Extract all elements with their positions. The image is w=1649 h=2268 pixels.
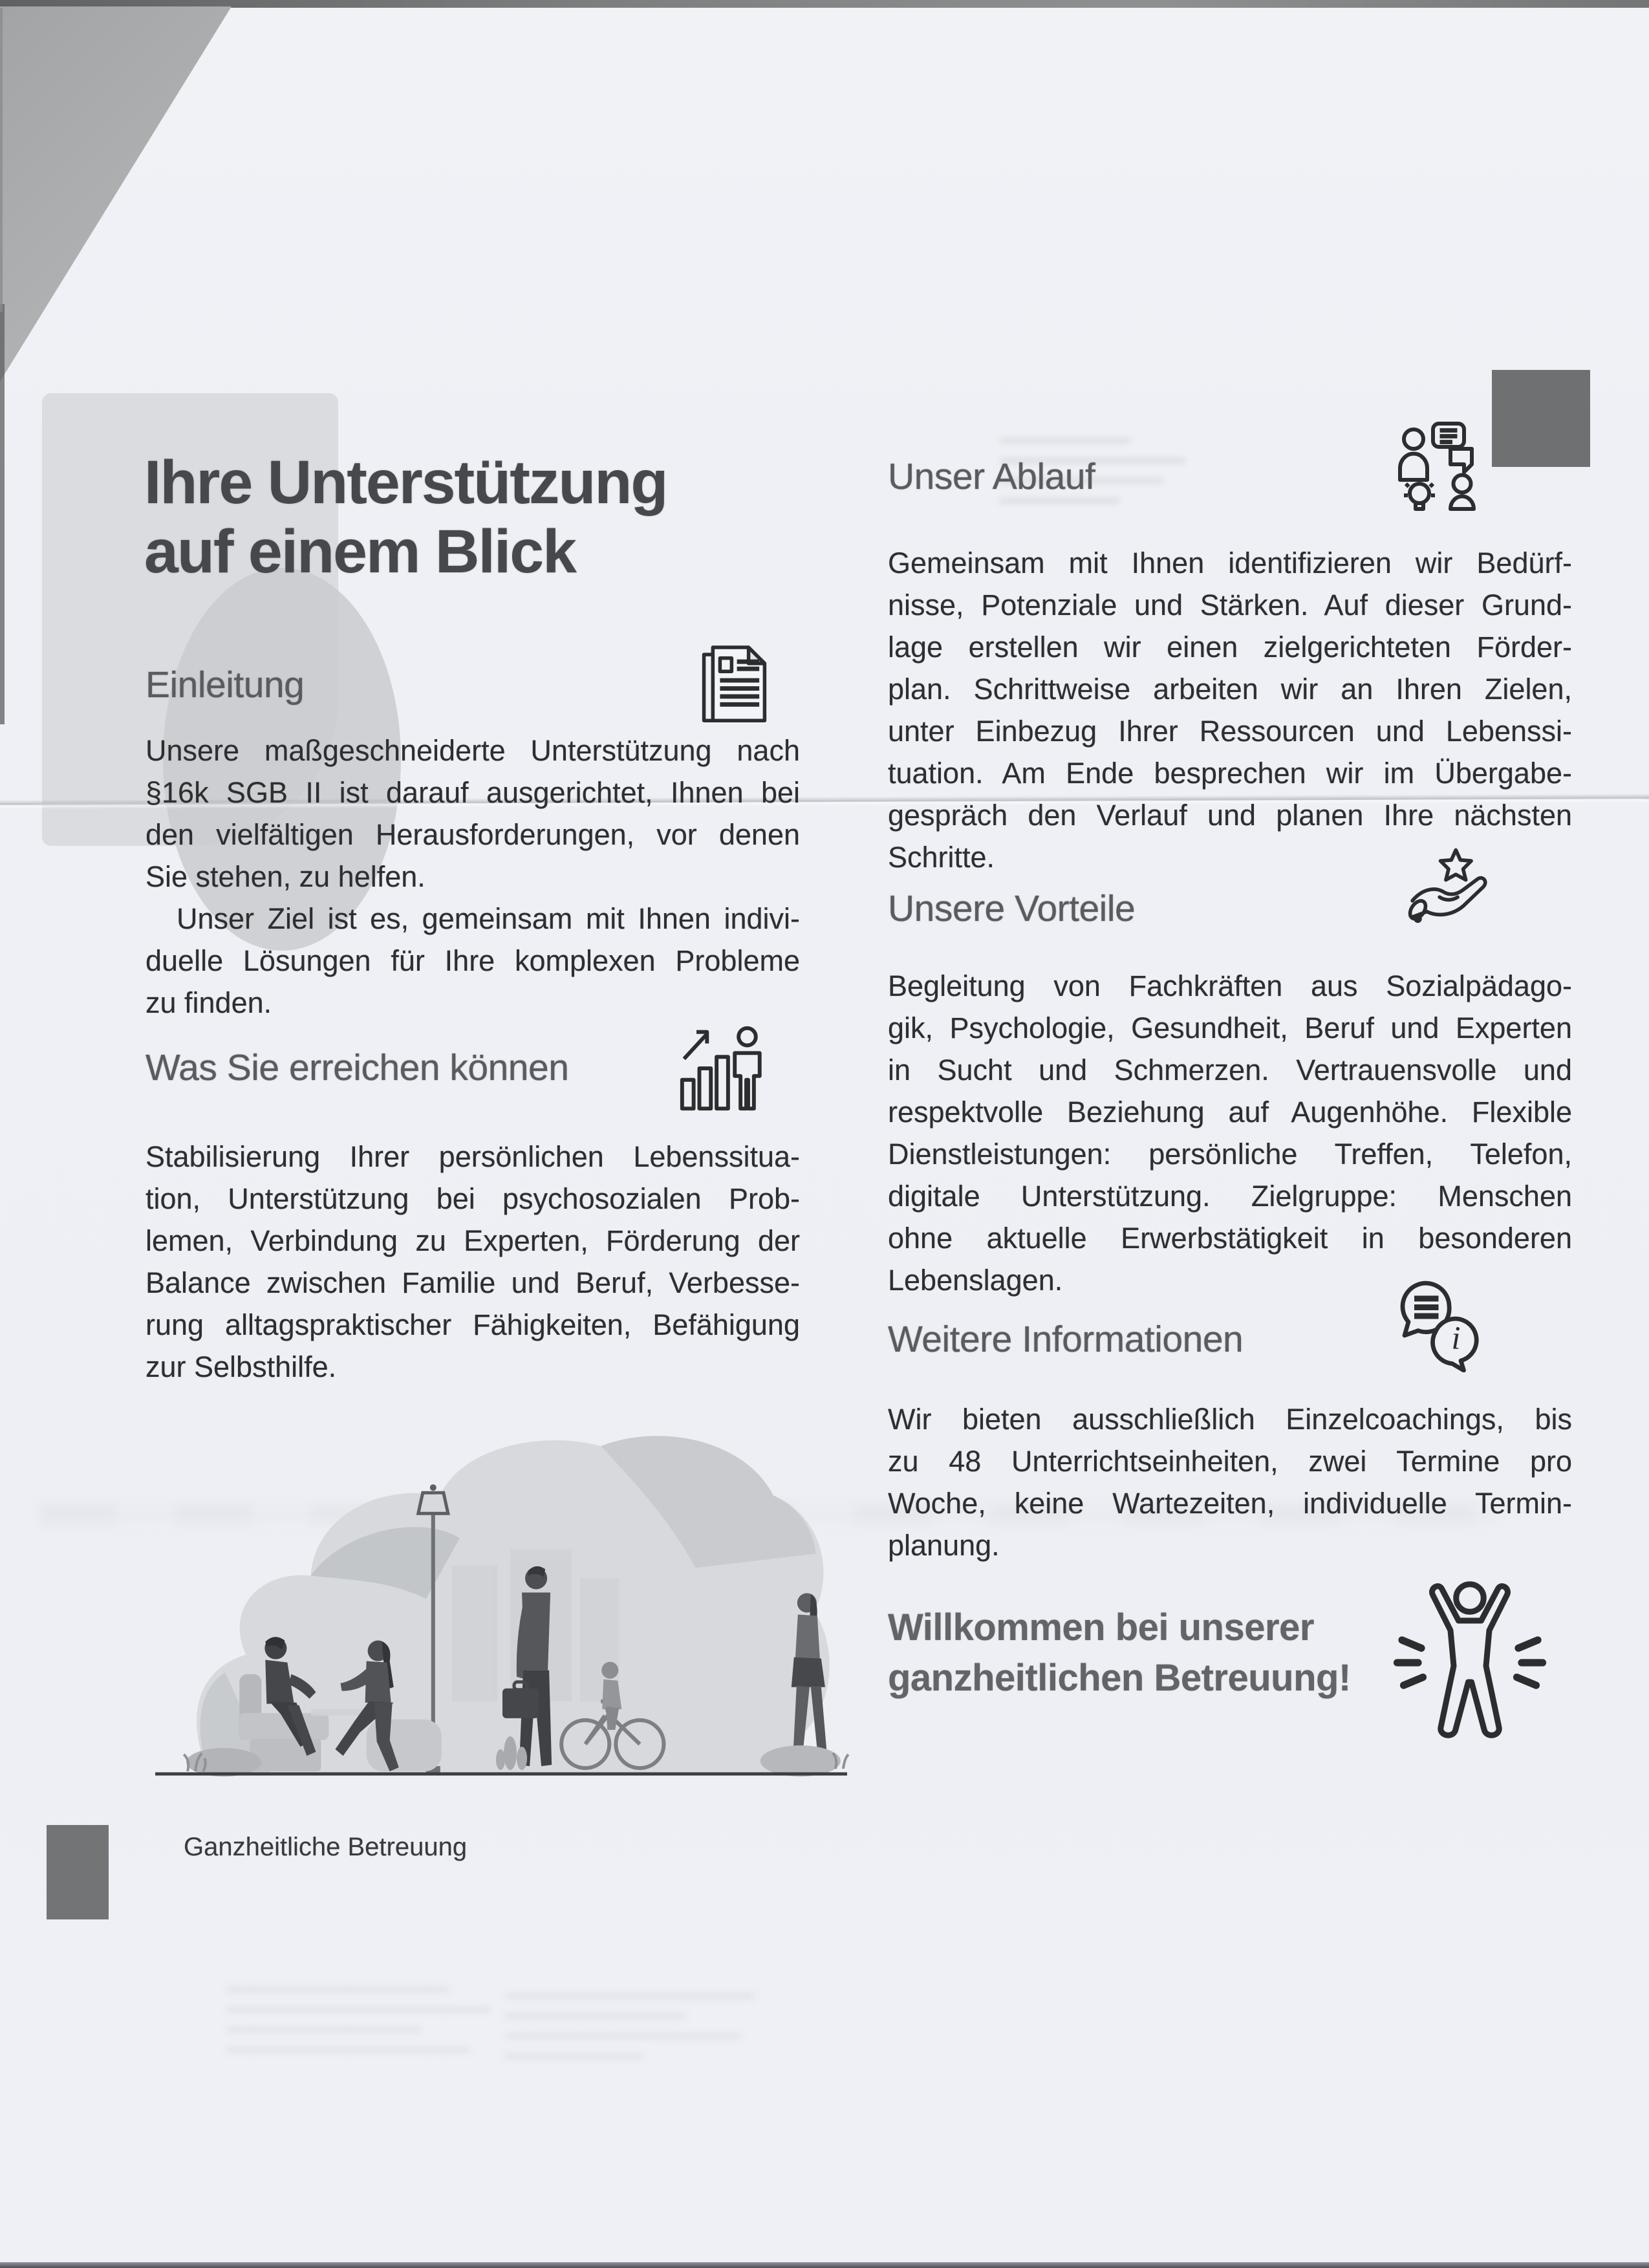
welcome-line2: ganzheitlichen Betreuung! [888,1657,1351,1699]
body-line: duelle Lösungen für Ihre komplexen Probleme [146,944,800,977]
info-glyph: i [1451,1321,1461,1357]
hand-presenting-star-icon [1398,845,1492,935]
body-line: lemen, Verbindung zu Experten, Förderung der [146,1224,800,1257]
redaction-square-bottom-left [47,1825,109,1919]
body-line: gespräch den Verlauf und planen Ihre nächsten [888,799,1572,832]
body-line: Stabilisierung Ihrer persönlichen Lebenssitua- [146,1140,800,1173]
cheering-person-icon [1389,1578,1551,1741]
body-line: tuation. Am Ende besprechen wir im Übergabe- [888,757,1572,790]
body-line: digitale Unterstützung. Zielgruppe: Menschen [888,1180,1572,1213]
chat-bubbles-info-icon [1394,1275,1493,1372]
growth-chart-person-icon [674,1021,771,1116]
redaction-square-top-right [1492,370,1590,467]
scan-left-edge [0,304,5,724]
section-heading-erreichen: Was Sie erreichen können [146,1047,569,1088]
body-line: respektvolle Beziehung auf Augenhöhe. Flexible [888,1096,1572,1129]
body-line: Begleitung von Fachkräften aus Sozialpädago- [888,969,1572,1002]
scan-corner-shadow [0,6,232,382]
body-line: Wir bieten ausschließlich Einzelcoachings, bis [888,1403,1572,1436]
body-line: §16k SGB II ist darauf ausgerichtet, Ihnen bei [146,776,800,809]
section-heading-ablauf: Unser Ablauf [888,456,1095,497]
page-title-line2: auf einem Blick [144,517,576,586]
scan-left-edge-upper [0,8,3,312]
body-line: Gemeinsam mit Ihnen identifizieren wir Bedürf- [888,546,1572,579]
body-line: Dienstleistungen: persönliche Treffen, Telefon, [888,1138,1572,1171]
scan-bottom-edge [0,2262,1649,2268]
paragraph-einleitung [146,729,800,1024]
people-conversation-idea-icon [1394,419,1491,517]
body-line: tion, Unterstützung bei psychosozialen Prob- [146,1182,800,1215]
body-line: den vielfältigen Herausforderungen, vor denen [146,818,800,851]
paragraph-ablauf [888,542,1572,878]
body-line: rung alltagspraktischer Fähigkeiten, Befähigung [146,1308,800,1341]
stacked-documents-icon [693,639,782,731]
welcome-line1: Willkommen bei unserer [888,1606,1314,1648]
body-line: unter Einbezug Ihrer Ressourcen und Lebenssi- [888,715,1572,748]
body-line: zur Selbsthilfe. [146,1350,337,1383]
section-heading-einleitung: Einleitung [146,664,305,706]
illustration-caption: Ganzheitliche Betreuung [184,1833,468,1861]
body-line: in Sucht und Schmerzen. Vertrauensvolle und [888,1053,1572,1086]
paragraph-informationen [888,1398,1572,1566]
paragraph-vorteile [888,965,1572,1301]
body-line: Unser Ziel ist es, gemeinsam mit Ihnen indivi- [177,902,800,935]
park-scene-illustration [147,1416,854,1786]
body-line: planung. [888,1529,1000,1562]
body-line: lage erstellen wir einen zielgerichteten Förder- [888,631,1572,664]
scan-top-edge [0,0,1649,8]
page-title-line1: Ihre Unterstützung [144,448,667,517]
paragraph-erreichen [146,1136,800,1388]
bleedthrough-text [504,1979,782,2073]
body-line: zu finden. [146,986,272,1019]
section-heading-vorteile: Unsere Vorteile [888,888,1136,929]
body-line: Balance zwischen Familie und Beruf, Verbesse- [146,1266,800,1299]
body-line: Unsere maßgeschneiderte Unterstützung nach [146,734,800,767]
page-title [144,448,804,587]
body-line: nisse, Potenziale und Stärken. Auf dieser Grund- [888,589,1572,621]
body-line: plan. Schrittweise arbeiten wir an Ihren Zielen, [888,673,1572,706]
body-line: Woche, keine Wartezeiten, individuelle Termin- [888,1487,1572,1520]
bleedthrough-text [226,1972,504,2067]
body-line: ohne aktuelle Erwerbstätigkeit in besonderen [888,1222,1572,1255]
body-line: Lebenslagen. [888,1264,1063,1297]
body-line: Schritte. [888,841,995,874]
body-line: gik, Psychologie, Gesundheit, Beruf und Experten [888,1011,1572,1044]
section-heading-informationen: Weitere Informationen [888,1319,1244,1360]
body-line: zu 48 Unterrichtseinheiten, zwei Termine pro [888,1445,1572,1478]
body-line: Sie stehen, zu helfen. [146,860,426,893]
